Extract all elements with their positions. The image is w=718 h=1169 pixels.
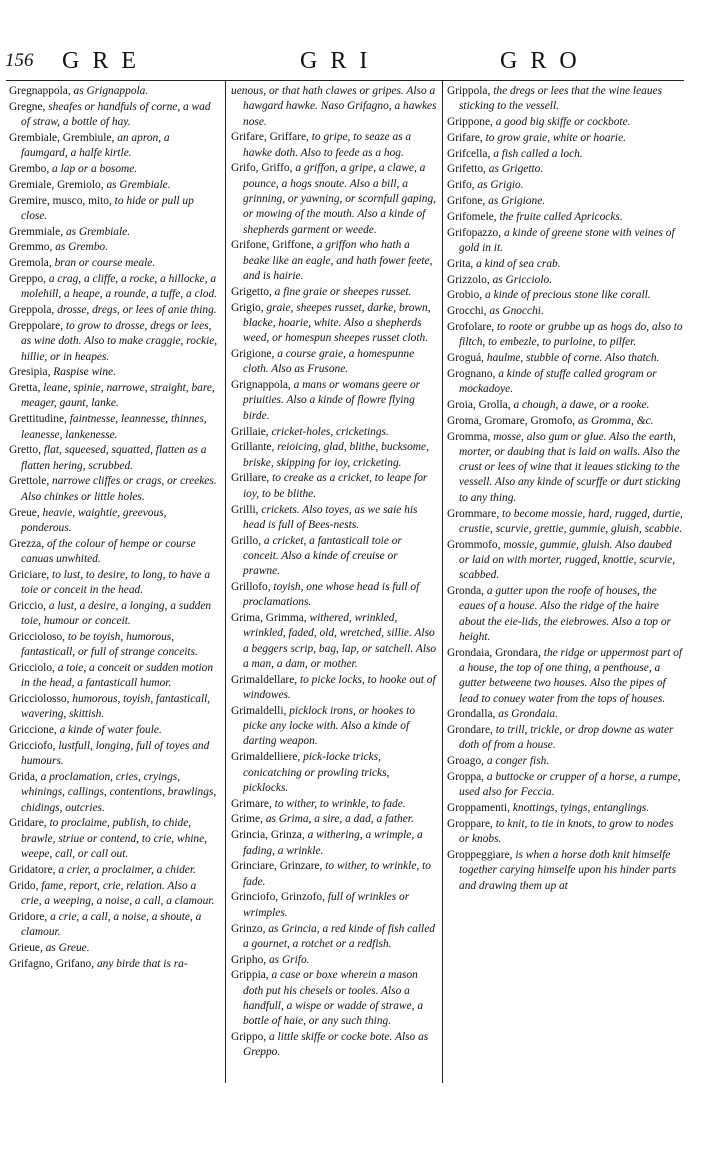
entry-headword: Gricciolo, — [9, 661, 55, 674]
entry-headword: Grifare, — [447, 131, 483, 144]
entry-definition: flat, squeesed, squatted, flatten as a flatten hering, scrubbed. — [21, 444, 207, 472]
entry-definition: is when a horse doth knit himselfe together carying himselfe upon his hinder parts and drawing them up at — [459, 849, 677, 892]
dictionary-entry — [9, 412, 219, 443]
dictionary-entry — [447, 707, 683, 722]
entry-definition: of the colour of hempe or course canuas unwhited. — [21, 537, 196, 565]
entry-headword: Gresipia, — [9, 366, 51, 379]
entry-definition: a griffon who hath a beake like an eagle, and hath fower feete, and is hairie. — [243, 239, 433, 283]
entry-headword: Gregne, — [9, 100, 46, 113]
entry-headword: Grifone, — [447, 195, 486, 208]
column-divider-right — [442, 80, 443, 1083]
entry-headword: Grifopazzo, — [447, 226, 502, 239]
entry-definition: to hide or pull up close. — [21, 194, 194, 222]
dictionary-entry — [9, 770, 219, 816]
entry-headword: Grida, — [9, 771, 38, 784]
entry-definition: knottings, tyings, entanglings. — [512, 802, 650, 815]
entry-headword: Grippone, — [447, 116, 493, 129]
dictionary-entry — [231, 580, 437, 611]
entry-headword: Grinciofo, Grinzofo, — [231, 891, 325, 904]
entry-headword: Griccioloso, — [9, 630, 65, 643]
dictionary-entry — [9, 910, 219, 941]
entry-definition: as Grigetto. — [488, 163, 544, 176]
dictionary-entry — [9, 863, 219, 878]
dictionary-entry — [447, 210, 683, 225]
entry-definition: a conger fish. — [486, 755, 550, 768]
entry-headword: Gridare, — [9, 817, 47, 830]
dictionary-entry — [9, 692, 219, 723]
entry-headword: Grifone, Griffone, — [231, 239, 314, 252]
dictionary-entry — [231, 922, 437, 953]
entry-definition: fame, report, crie, relation. Also a crie, a weeping, a noise, a call, a clamour. — [21, 879, 215, 907]
dictionary-entry — [9, 178, 219, 193]
dictionary-entry — [9, 240, 219, 255]
entry-definition: to gripe, to seaze as a hawke doth. Also to feede as a hog. — [243, 131, 412, 159]
entry-headword: Grigione, — [231, 348, 275, 361]
entry-definition: a kinde of greene stone with veines of gold in it. — [459, 226, 675, 254]
entry-definition: to grow to drosse, dregs or lees, as wine doth. Also to make craggie, rockie, hillie, or in heapes. — [21, 319, 218, 363]
dictionary-entry — [9, 661, 219, 692]
entry-definition: to lust, to desire, to long, to have a toie or conceit in the head. — [21, 568, 211, 596]
dictionary-entry — [447, 115, 683, 130]
dictionary-entry — [447, 430, 683, 506]
dictionary-entry — [231, 812, 437, 827]
entry-headword: Grondalla, — [447, 708, 496, 721]
entry-headword: Gripho, — [231, 953, 267, 966]
dictionary-entry — [447, 398, 683, 413]
entry-definition: a proclamation, cries, cryings, whinings, callings, contentions, brawlings, chidings, outcries. — [21, 771, 217, 814]
column-1 — [9, 84, 219, 1084]
entry-headword: Gricciolosso, — [9, 693, 70, 706]
entry-definition: a withering, a wrimple, a fading, a wrinkle. — [243, 829, 423, 857]
dictionary-entry — [447, 538, 683, 584]
entry-definition: to grow graie, white or hoarie. — [485, 131, 626, 144]
entry-headword: Gronda, — [447, 585, 485, 597]
entry-headword: Grondare, — [447, 724, 493, 737]
entry-headword: Grima, Grimma, — [231, 612, 307, 625]
dictionary-entry — [447, 131, 683, 146]
entry-headword: Greue, — [9, 506, 40, 519]
dictionary-entry — [447, 226, 683, 257]
entry-headword: Grimaldelli, — [231, 704, 287, 717]
entry-headword: Grognano, — [447, 367, 496, 380]
entry-definition: as Grignappola. — [73, 85, 149, 97]
entry-headword: Groma, Gromare, Gromofo, — [447, 414, 576, 427]
column-divider-left — [225, 80, 226, 1083]
dictionary-entry — [447, 351, 683, 366]
entry-definition: a toie, a conceit or sudden motion in the head, a fantasticall humor. — [21, 661, 214, 690]
dictionary-entry — [9, 941, 219, 956]
entry-definition: a course graie, a homespunne cloth. Also as Frusone. — [243, 348, 415, 376]
dictionary-entry — [231, 828, 437, 859]
entry-definition: sheafes or handfuls of corne, a wad of straw, a bottle of hay. — [21, 100, 211, 129]
entry-definition: as Grigio. — [477, 179, 524, 192]
entry-definition: to picke locks, to hooke out of windowes. — [243, 673, 436, 702]
dictionary-entry — [9, 194, 219, 225]
entry-headword: Grillare, — [231, 472, 270, 485]
entry-definition: uenous, or that hath clawes or gripes. Also a hawgard hawke. Naso Grifagno, a hawkes nose. — [231, 85, 437, 128]
entry-headword: Greppolare, — [9, 319, 64, 332]
dictionary-entry — [447, 770, 683, 801]
dictionary-entry — [9, 319, 219, 365]
dictionary-entry — [9, 506, 219, 537]
dictionary-entry — [231, 503, 437, 534]
entry-headword: Grifagno, Grifano, — [9, 957, 95, 970]
entry-definition: to roote or grubbe up as hogs do, also to filtch, to embezle, to purloine, to pilfer. — [459, 320, 683, 349]
dictionary-entry — [9, 568, 219, 599]
dictionary-entry — [9, 225, 219, 240]
dictionary-entry — [231, 301, 437, 347]
entry-headword: Groppa, — [447, 771, 485, 784]
entry-headword: Grillofo, — [231, 581, 271, 593]
entry-definition: toyish, one whose head is full of proclamations. — [243, 581, 420, 609]
entry-headword: Gremmiale, — [9, 225, 64, 238]
dictionary-entry — [9, 474, 219, 505]
entry-definition: haulme, stubble of corne. Also thatch. — [486, 352, 660, 365]
entry-headword: Gretta, — [9, 382, 41, 395]
entry-headword: Gremire, musco, mito, — [9, 194, 112, 207]
dictionary-entry — [447, 320, 683, 351]
dictionary-entry — [447, 288, 683, 303]
entry-headword: Gremmo, — [9, 241, 53, 254]
column-3 — [447, 84, 683, 1084]
entry-headword: Grettitudine, — [9, 413, 67, 426]
entry-definition: as Greue. — [45, 941, 90, 954]
entry-headword: Grofolare, — [447, 320, 495, 333]
entry-headword: Gromma, — [447, 430, 491, 443]
entry-definition: a case or boxe wherein a mason doth put his chesels or tooles. Also a handfull, a wispe or wadde of strawe, a bottle of haie, or any such thing. — [243, 969, 424, 1028]
entry-definition: crickets. Also toyes, as we saie his head is full of Bees-nests. — [243, 503, 418, 531]
dictionary-entry — [231, 859, 437, 890]
entry-headword: Groppeggiare, — [447, 849, 513, 862]
entry-definition: a kinde of stuffe called grogram or mockadoye. — [459, 367, 657, 396]
entry-headword: Griccio, — [9, 599, 47, 612]
dictionary-entry — [447, 147, 683, 162]
entry-headword: Griciare, — [9, 568, 50, 581]
entry-definition: Raspise wine. — [53, 366, 116, 379]
entry-definition: the ridge or uppermost part of a house, the top of one thing, a penthouse, a gutter betweene two houses. Also the pipes of lead to conuey water from the tops of houses. — [459, 646, 683, 705]
dictionary-entry — [447, 257, 683, 272]
entry-definition: a fine graie or sheepes russet. — [274, 285, 412, 298]
dictionary-entry — [447, 162, 683, 177]
entry-definition: full of wrinkles or wrimples. — [243, 891, 410, 919]
entry-headword: Grembo, — [9, 162, 50, 175]
dictionary-entry — [231, 953, 437, 968]
entry-definition: bran or course meale. — [54, 257, 156, 270]
entry-definition: as Grembiale. — [65, 225, 131, 238]
entry-definition: heavie, waightie, greevous, ponderous. — [21, 506, 167, 534]
page-number: 156 — [5, 50, 34, 71]
dictionary-entry — [9, 957, 219, 972]
entry-headword: Grifo, Griffo, — [231, 162, 293, 175]
entry-definition: pick-locke tricks, conicatching or prowling tricks, picklocks. — [243, 751, 390, 794]
entry-headword: Griccione, — [9, 724, 57, 737]
entry-definition: reioicing, glad, blithe, bucksome, briske, skipping for ioy, cricketing. — [243, 441, 429, 469]
dictionary-entry — [447, 178, 683, 193]
entry-headword: Groago, — [447, 755, 485, 768]
dictionary-entry — [9, 365, 219, 380]
entry-definition: an apron, a faumgard, a halfe kirtle. — [21, 131, 170, 160]
dictionary-entry — [447, 507, 683, 538]
entry-definition: as Gricciolo. — [492, 273, 553, 286]
header-rule — [6, 80, 684, 81]
dictionary-entry — [9, 303, 219, 318]
entry-definition: any birde that is ra- — [96, 957, 188, 970]
entry-definition: a chough, a dawe, or a rooke. — [513, 398, 650, 411]
entry-headword: Grippola, — [447, 85, 491, 97]
entry-headword: Grembiale, Grembiule, — [9, 131, 115, 144]
dictionary-entry — [231, 704, 437, 750]
dictionary-entry — [447, 801, 683, 816]
dictionary-entry — [231, 611, 437, 672]
dictionary-entry — [447, 723, 683, 754]
dictionary-entry — [231, 285, 437, 300]
entry-definition: as Grima, a sire, a dad, a father. — [265, 813, 414, 826]
entry-definition: a little skiffe or cocke bote. Also as Greppo. — [243, 1031, 429, 1059]
entry-headword: Groguá, — [447, 352, 485, 365]
dictionary-entry — [9, 599, 219, 630]
dictionary-entry — [9, 630, 219, 661]
entry-definition: a kinde of water foule. — [59, 724, 162, 737]
entry-definition: a cricket, a fantasticall toie or conceit. Also a kinde of creuise or prawne. — [243, 534, 402, 578]
entry-definition: as Gnocchi. — [489, 305, 544, 318]
entry-headword: Grifetto, — [447, 163, 486, 176]
entry-definition: as Grincia, a red kinde of fish called a gournet, a rotchet or a redfish. — [243, 922, 435, 950]
entry-headword: Grimare, — [231, 797, 272, 810]
dictionary-entry — [231, 347, 437, 378]
entry-definition: cricket-holes, cricketings. — [271, 425, 389, 438]
entry-definition: a good big skiffe or cockbote. — [495, 116, 631, 129]
entry-definition: a kinde of precious stone like corall. — [484, 289, 651, 302]
entry-headword: Gremiale, Gremiolo, — [9, 178, 104, 191]
entry-definition: a lap or a bosome. — [52, 162, 138, 175]
entry-headword: Grigetto, — [231, 285, 272, 298]
entry-headword: Grilli, — [231, 503, 259, 516]
dictionary-entry — [231, 890, 437, 921]
entry-definition: the fruite called Apricocks. — [499, 210, 623, 223]
dictionary-entry — [447, 584, 683, 645]
entry-definition: leane, spinie, narrowe, straight, bare, meager, gaunt, lanke. — [21, 382, 215, 410]
entry-definition: as Grondaia. — [498, 708, 558, 721]
column-header-gro: GRO — [500, 48, 590, 74]
entry-headword: Grettole, — [9, 475, 50, 488]
entry-headword: Grinzo, — [231, 922, 266, 935]
entry-headword: Grocchi, — [447, 305, 487, 318]
entry-headword: Groppamenti, — [447, 802, 510, 815]
entry-headword: Grippo, — [231, 1031, 267, 1044]
dictionary-entry — [9, 100, 219, 131]
entry-headword: Greppo, — [9, 273, 47, 286]
dictionary-entry — [231, 968, 437, 1029]
entry-headword: Grifcella, — [447, 147, 491, 160]
entry-definition: a crier, a proclaimer, a chider. — [58, 863, 196, 876]
entry-headword: Grimaldellare, — [231, 673, 298, 686]
column-header-gre: GRE — [62, 48, 149, 74]
entry-headword: Grignappola, — [231, 379, 291, 392]
dictionary-entry — [447, 754, 683, 769]
entry-definition: a kind of sea crab. — [476, 257, 561, 270]
dictionary-entry — [9, 256, 219, 271]
entry-definition: a lust, a desire, a longing, a sudden toie, humour or conceit. — [21, 599, 212, 628]
entry-definition: a buttocke or crupper of a horse, a rumpe, used also for Feccia. — [459, 771, 681, 799]
entry-headword: Grincia, Grinza, — [231, 829, 305, 842]
entry-headword: Gricciofo, — [9, 739, 56, 752]
dictionary-entry — [9, 162, 219, 177]
entry-headword: Grillaie, — [231, 425, 269, 438]
dictionary-entry — [231, 797, 437, 812]
entry-definition: as Grigione. — [488, 195, 546, 208]
column-2 — [231, 84, 437, 1084]
entry-definition: a crag, a cliffe, a rocke, a hillocke, a molehill, a heape, a rounde, a tuffe, a clod. — [21, 273, 218, 301]
dictionary-entry — [231, 130, 437, 161]
dictionary-entry — [231, 161, 437, 237]
entry-definition: graie, sheepes russet, darke, brown, blacke, hoarie, white. Also a shepherds weed, or homespun sheepes russet cloth. — [243, 301, 431, 345]
entry-headword: Gremola, — [9, 257, 52, 270]
column-header-gri: GRI — [300, 48, 381, 74]
dictionary-entry — [447, 848, 683, 894]
entry-definition: picklock irons, or hookes to picke any locke with. Also a kinde of darting weapon. — [243, 704, 416, 748]
entry-headword: Gridatore, — [9, 863, 56, 876]
dictionary-entry — [231, 1030, 437, 1061]
entry-headword: Grieue, — [9, 941, 43, 954]
entry-headword: Groppare, — [447, 817, 493, 830]
entry-definition: to knit, to tie in knots, to grow to nodes or knobs. — [459, 817, 674, 846]
dictionary-entry — [231, 471, 437, 502]
entry-headword: Groia, Grolla, — [447, 398, 511, 411]
dictionary-entry — [447, 194, 683, 209]
dictionary-entry — [9, 381, 219, 412]
entry-definition: withered, wrinkled, wrinkled, faded, old, wretched, sillie. Also a beggers scrip, bag, lap, or satchell. Also a man, a dam, or mother. — [243, 612, 437, 670]
entry-definition: as Grembo. — [55, 241, 108, 254]
entry-definition: lustfull, longing, full of toyes and humours. — [21, 739, 210, 768]
dictionary-entry — [9, 84, 219, 99]
entry-definition: the dregs or lees that the wine leaues sticking to the vessell. — [459, 85, 663, 113]
dictionary-entry — [231, 750, 437, 796]
entry-headword: Grezza, — [9, 537, 45, 550]
dictionary-entry — [9, 131, 219, 162]
dictionary-entry — [231, 84, 437, 130]
entry-definition: to trill, trickle, or drop downe as water doth of from a house. — [459, 724, 674, 752]
dictionary-entry — [231, 534, 437, 580]
entry-headword: Grippia, — [231, 969, 269, 982]
entry-definition: to be toyish, humorous, fantasticall, or full of strange conceits. — [21, 630, 198, 659]
entry-definition: humorous, toyish, fantasticall, wavering, skittish. — [21, 693, 211, 721]
dictionary-entry — [447, 817, 683, 848]
entry-headword: Grinciare, Grinzare, — [231, 860, 323, 873]
dictionary-entry — [447, 84, 683, 115]
entry-headword: Grime, — [231, 813, 263, 826]
entry-definition: a griffon, a gripe, a clawe, a pounce, a hogs snoute. Also a bill, a grinning, or yawning, or scornfull gaping, or mowing of the mouth. Also a kinde of shepherds garment or weede. — [243, 162, 437, 236]
dictionary-entry — [231, 440, 437, 471]
entry-definition: a crie, a call, a noise, a shoute, a clamour. — [21, 910, 202, 939]
entry-definition: as Gromma, &c. — [577, 414, 654, 427]
entry-headword: Grifo, — [447, 179, 475, 192]
dictionary-entry — [9, 816, 219, 862]
entry-headword: Grifare, Griffare, — [231, 131, 309, 144]
entry-headword: Grillo, — [231, 534, 262, 547]
entry-headword: Gretto, — [9, 444, 41, 457]
dictionary-entry — [9, 739, 219, 770]
dictionary-entry — [9, 443, 219, 474]
entry-definition: a gutter upon the roofe of houses, the eaues of a house. Also the ridge of the haire about the eie-lids, the eiebrowes. Also a top or height. — [459, 585, 671, 643]
entry-headword: Greppola, — [9, 304, 55, 317]
entry-headword: Grizzolo, — [447, 273, 490, 286]
dictionary-entry — [231, 238, 437, 284]
entry-definition: to wither, to wrinkle, to fade. — [243, 860, 431, 888]
entry-definition: to wither, to wrinkle, to fade. — [274, 797, 406, 810]
dictionary-entry — [9, 879, 219, 910]
entry-headword: Grommofo, — [447, 538, 501, 551]
entry-headword: Grimaldelliere, — [231, 751, 301, 764]
dictionary-entry — [9, 537, 219, 568]
entry-definition: a fish called a loch. — [493, 147, 583, 160]
entry-headword: Grita, — [447, 257, 474, 270]
dictionary-entry — [447, 414, 683, 429]
dictionary-entry — [231, 378, 437, 424]
entry-definition: narrowe cliffes or crags, or creekes. Also chinkes or little holes. — [21, 475, 217, 503]
entry-headword: Grondaia, Grondara, — [447, 646, 541, 659]
dictionary-entry — [447, 273, 683, 288]
dictionary-entry — [9, 272, 219, 303]
entry-definition: faintnesse, leannesse, thinnes, leanesse, lankenesse. — [21, 413, 207, 441]
entry-definition: as Grembiale. — [106, 178, 171, 191]
dictionary-entry — [447, 304, 683, 319]
entry-headword: Grifomele, — [447, 210, 497, 223]
dictionary-entry — [447, 367, 683, 398]
entry-headword: Grobio, — [447, 289, 483, 302]
entry-definition: a mans or womans geere or priuities. Also a kinde of flowre flying birde. — [243, 379, 421, 422]
entry-headword: Gregnappola, — [9, 85, 71, 97]
entry-definition: to creake as a cricket, to leape for ioy, to be blithe. — [243, 472, 428, 500]
dictionary-entry — [447, 646, 683, 707]
entry-definition: as Grifo. — [268, 953, 310, 966]
entry-headword: Gridore, — [9, 910, 48, 923]
entry-definition: to become mossie, hard, rugged, durtie, crustie, scurvie, grettie, gummie, gluish, scabbie. — [459, 507, 683, 535]
entry-headword: Grillante, — [231, 441, 275, 454]
dictionary-entry — [231, 673, 437, 704]
entry-definition: drosse, dregs, or lees of anie thing. — [57, 304, 217, 317]
dictionary-entry — [9, 723, 219, 738]
entry-headword: Grommare, — [447, 507, 500, 520]
dictionary-entry — [231, 425, 437, 440]
entry-headword: Grigio, — [231, 301, 264, 314]
entry-definition: to proclaime, publish, to chide, brawle, striue or contend, to crie, whine, weepe, call, or call out. — [21, 817, 208, 861]
entry-headword: Grido, — [9, 879, 39, 892]
entry-definition: mossie, gummie, gluish. Also daubed or laid on with morter, rugged, knottie, scurvie, scabbed. — [459, 538, 676, 582]
entry-definition: mosse, also gum or glue. Also the earth, morter, or daubing that is laid on walls. Also the crust or lees of wine that it leaues sticking to the vessell. Also any kinde of scurffe or durt sticking to any thing. — [459, 430, 681, 504]
